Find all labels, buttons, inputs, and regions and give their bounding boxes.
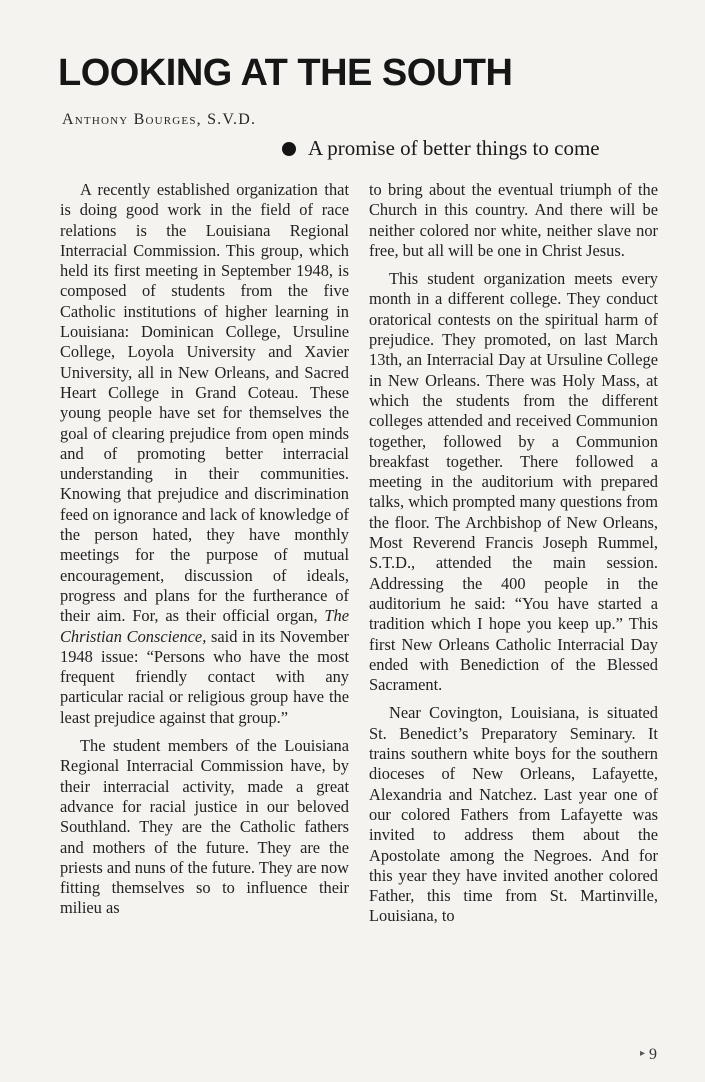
subtitle-text: A promise of better things to come [308,136,600,160]
bullet-icon [282,142,296,156]
left-column [60,180,349,919]
article-author: Anthony Bourges, S.V.D. [62,111,257,128]
publication-name: The Christian Conscience, [60,606,349,646]
paragraph: The student members of the Louisiana Regional Interracial Commission have, by their interracial activity, made a great advance for racial justice in our beloved Southland. They are the Catholic fathers and mothers of the future. They are the priests and nuns of the future. They are now fitting themselves so to influence their milieu as [60,736,349,918]
page-mark-icon: ▸ [639,1048,645,1059]
article-title: LOOKING AT THE SOUTH [58,52,513,94]
paragraph: to bring about the eventual triumph of the Church in this country. And there will be neither colored nor white, neither slave nor free, but all will be one in Christ Jesus. [369,180,658,260]
paragraph [60,180,349,728]
paragraph: Near Covington, Louisiana, is situated St. Benedict’s Preparatory Seminary. It trains southern white boys for the southern dioceses of New Orleans, Lafayette, Alexandria and Natchez. Last year one of our colored Fathers from Lafayette was invited to address them about the Apostolate among the Negroes. And for this year they have invited another colored Father, this time from St. Martinville, Louisiana, to [369,703,658,926]
paragraph-text: A recently established organization that is doing good work in the field of race relations is the Louisiana Regional Interracial Commission. This group, which held its first meeting in September 1948, is composed of students from the five Catholic institutions of higher learning in Louisiana: Dominican College, Ursuline College, Loyola University and Xavier University, all in New Orleans, and Sacred Heart College in Grand Coteau. These young people have set for themselves the goal of clearing prejudice from open minds and of promoting better interracial understanding in their communities. Knowing that prejudice and discrimination feed on ignorance and lack of knowledge of the person hated, they have monthly meetings for the purpose of mutual encouragement, discussion of ideals, progress and plans for the furtherance of their aim. For, as their official organ, [60,180,349,626]
paragraph: This student organization meets every month in a different college. They conduct oratorical contests on the spiritual harm of prejudice. They promoted, on last March 13th, an Interracial Day at Ursuline College in New Orleans. There was Holy Mass, at which the students from the different colleges attended and received Communion together, followed by a Communion breakfast together. There followed a meeting in the auditorium with prepared talks, which prompted many questions from the floor. The Archbishop of New Orleans, Most Reverend Francis Joseph Rummel, S.T.D., attended the main session. Addressing the 400 people in the auditorium he said: “You have started a tradition which I hope you keep up.” This first New Orleans Catholic Interracial Day ended with Benediction of the Blessed Sacrament. [369,269,658,695]
page-number: 9 [649,1046,657,1063]
right-column [369,180,658,927]
article-subtitle [282,136,600,161]
paragraph-text: said in its November 1948 issue: “Persons who have the most frequent friendly contact with any particular racial or religious group have the least prejudice against that group.” [60,626,349,727]
